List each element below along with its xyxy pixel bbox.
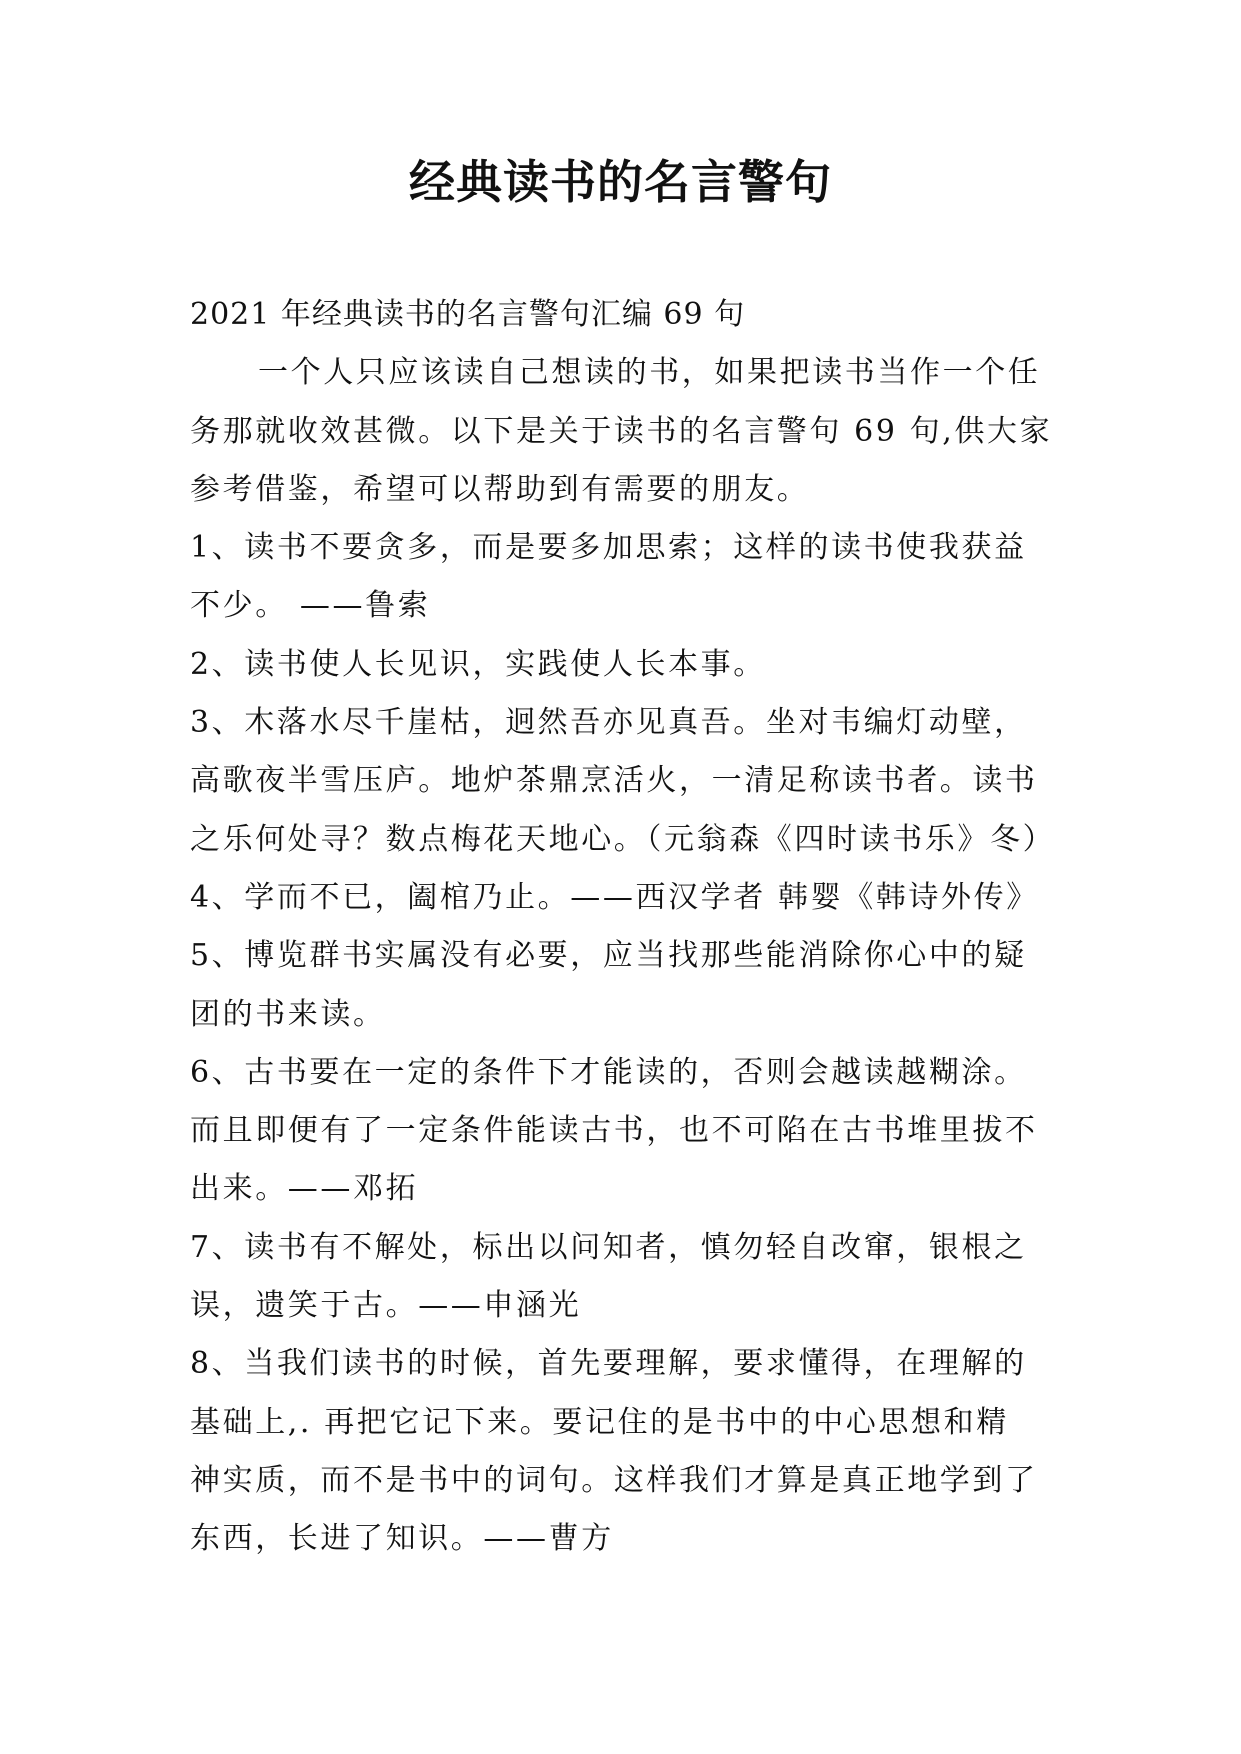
quote-line: 2、读书使人长见识，实践使人长本事。 — [190, 646, 766, 682]
document-title: 经典读书的名言警句 — [409, 155, 832, 209]
subtitle-line: 2021 年经典读书的名言警句汇编 69 句 — [190, 297, 746, 332]
quote-line: 3、木落水尽千崖枯，迥然吾亦见真吾。坐对韦编灯动壁， — [190, 705, 1027, 741]
intro-line: 参考借鉴，希望可以帮助到有需要的朋友。 — [190, 471, 810, 507]
quote-line: 不少。 ——鲁索 — [190, 588, 431, 624]
intro-line: 务那就收效甚微。以下是关于读书的名言警句 69 句,供大家 — [190, 413, 1053, 449]
quote-line: 6、古书要在一定的条件下才能读的，否则会越读越糊涂。 — [190, 1054, 1027, 1090]
quote-line: 7、读书有不解处，标出以问知者，慎勿轻自改窜，银根之 — [190, 1229, 1027, 1265]
quote-line: 高歌夜半雪压庐。地炉茶鼎烹活火，一清足称读书者。读书 — [190, 763, 1038, 799]
quote-line: 8、当我们读书的时候，首先要理解，要求懂得，在理解的 — [190, 1346, 1027, 1382]
intro-line: 一个人只应该读自己想读的书，如果把读书当作一个任 — [258, 355, 1041, 391]
document-body — [190, 286, 1070, 1569]
quote-line: 团的书来读。 — [190, 996, 386, 1032]
quote-line: 而且即便有了一定条件能读古书，也不可陷在古书堆里拔不 — [190, 1113, 1038, 1149]
quote-line: 神实质，而不是书中的词句。这样我们才算是真正地学到了 — [190, 1462, 1038, 1498]
quote-line: 误，遗笑于古。——申涵光 — [190, 1288, 582, 1324]
quote-line: 出来。——邓拓 — [190, 1171, 419, 1207]
quote-line: 之乐何处寻？数点梅花天地心。（元翁森《四时读书乐》冬） — [190, 821, 1056, 857]
quote-line: 东西，长进了知识。——曹方 — [190, 1521, 614, 1557]
quote-line: 1、读书不要贪多，而是要多加思索；这样的读书使我获益 — [190, 530, 1027, 566]
quote-line: 5、博览群书实属没有必要，应当找那些能消除你心中的疑 — [190, 938, 1027, 974]
quote-line: 4、学而不已，阖棺乃止。——西汉学者 韩婴《韩诗外传》 — [190, 879, 1039, 915]
quote-line: 基础上,. 再把它记下来。要记住的是书中的中心思想和精 — [190, 1404, 1009, 1440]
